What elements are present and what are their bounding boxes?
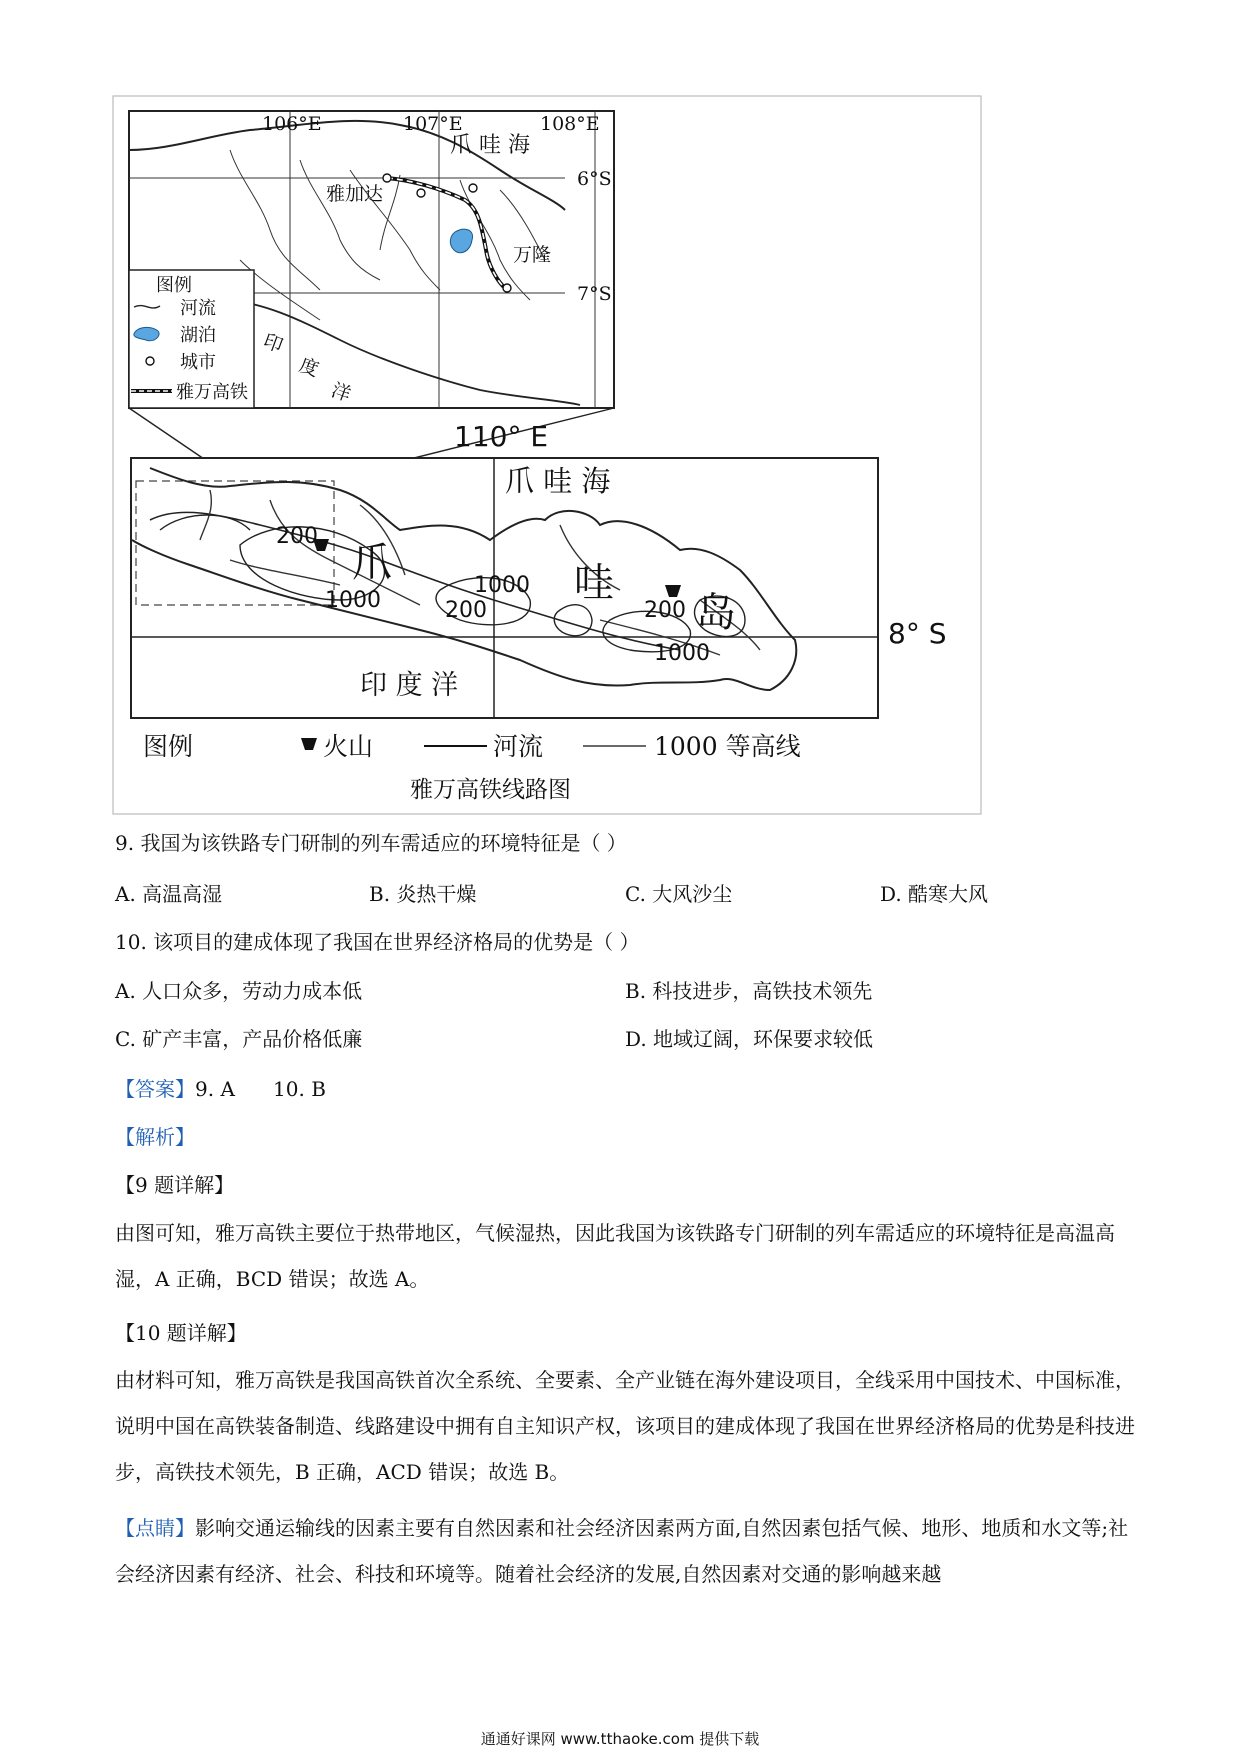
island-char-3: 岛 xyxy=(696,590,736,636)
inset-legend-city: 城市 xyxy=(180,352,216,373)
volcano-legend-icon xyxy=(301,738,317,750)
question-10-option-c: C. 矿产丰富，产品价格低廉 xyxy=(115,1027,363,1051)
contour-label: 200 xyxy=(445,598,487,623)
main-ocean-label: 印 度 洋 xyxy=(360,670,459,701)
question-10-option-d: D. 地域辽阔，环保要求较低 xyxy=(625,1027,874,1051)
inset-legend-river: 河流 xyxy=(180,298,216,319)
inset-ocean-char-1: 印 xyxy=(260,330,286,358)
lat-7-label: 7°S xyxy=(577,283,612,305)
footer-watermark: 通通好课网 www.tthaoke.com 提供下载 xyxy=(480,1730,760,1748)
answer-text: 9. A 10. B xyxy=(195,1077,326,1101)
answer-line xyxy=(115,1077,326,1101)
city-jakarta-label: 雅加达 xyxy=(326,183,384,205)
contour-label: 1000 xyxy=(474,573,530,598)
figure-caption: 雅万高铁线路图 xyxy=(410,777,571,803)
detail-10-text: 由材料可知，雅万高铁是我国高铁首次全系统、全要素、全产业链在海外建设项目，全线采用中国技术、中国标准，说明中国在高铁装备制造、线路建设中拥有自主知识产权，该项目的建成体现了我国在世界经济格局的优势是科技进步，高铁技术领先，B 正确，ACD 错误；故选 B。 xyxy=(115,1368,1135,1484)
main-sea-label: 爪 哇 海 xyxy=(505,464,611,498)
city-legend-icon xyxy=(146,357,154,365)
lon-106-label: 106°E xyxy=(262,113,322,135)
lon-108-label: 108°E xyxy=(540,113,600,135)
main-legend-title: 图例 xyxy=(143,732,194,761)
railway-map-figure xyxy=(0,0,1240,830)
question-9-stem: 9. 我国为该铁路专门研制的列车需适应的环境特征是（ ） xyxy=(115,831,627,855)
question-9-option-b: B. 炎热干燥 xyxy=(369,882,477,906)
island-char-2: 哇 xyxy=(574,560,614,606)
lon-110-label: 110° E xyxy=(454,420,549,453)
contour-label: 200 xyxy=(644,598,686,623)
inset-ocean-char-3: 洋 xyxy=(328,379,354,407)
question-10-option-a: A. 人口众多，劳动力成本低 xyxy=(115,979,363,1003)
lat-6-label: 6°S xyxy=(577,168,612,190)
city-bandung-label: 万隆 xyxy=(513,244,552,266)
question-9-option-d: D. 酷寒大风 xyxy=(880,882,989,906)
inset-ocean-char-2: 度 xyxy=(296,354,322,382)
question-10-option-b: B. 科技进步，高铁技术领先 xyxy=(625,979,873,1003)
lon-107-label: 107°E xyxy=(403,113,463,135)
inset-legend-title: 图例 xyxy=(156,275,192,296)
inset-legend-railway: 雅万高铁 xyxy=(176,382,248,403)
main-legend-volcano: 火山 xyxy=(323,732,374,761)
question-9-option-a: A. 高温高湿 xyxy=(115,882,223,906)
comment-text: 影响交通运输线的因素主要有自然因素和社会经济因素两方面,自然因素包括气候、地形、地质和水文等;社会经济因素有经济、社会、科技和环境等。随着社会经济的发展,自然因素对交通的影响越来越 xyxy=(115,1516,1129,1586)
island-char-1: 爪 xyxy=(352,540,392,586)
detail-10-heading: 【10 题详解】 xyxy=(115,1321,247,1345)
contour-label: 200 xyxy=(276,524,318,549)
comment-paragraph xyxy=(115,1505,1135,1597)
detail-9-text: 由图可知，雅万高铁主要位于热带地区，气候湿热，因此我国为该铁路专门研制的列车需适应的环境特征是高温高湿，A 正确，BCD 错误；故选 A。 xyxy=(115,1221,1115,1291)
question-9-option-c: C. 大风沙尘 xyxy=(625,882,733,906)
inset-sea-label: 爪 哇 海 xyxy=(450,133,530,158)
main-legend-contour: 1000 等高线 xyxy=(654,732,801,761)
main-map xyxy=(131,420,947,718)
detail-9-heading: 【9 题详解】 xyxy=(115,1173,235,1197)
inset-legend xyxy=(129,270,254,408)
comment-label: 【点睛】 xyxy=(115,1516,195,1540)
question-10-stem: 10. 该项目的建成体现了我国在世界经济格局的优势是（ ） xyxy=(115,930,640,954)
answer-label: 【答案】 xyxy=(115,1077,195,1101)
contour-label: 1000 xyxy=(654,641,710,666)
inset-map xyxy=(129,111,614,408)
inset-legend-lake: 湖泊 xyxy=(180,325,216,346)
analysis-label: 【解析】 xyxy=(115,1125,195,1149)
main-legend xyxy=(143,732,801,761)
contour-label: 1000 xyxy=(325,588,381,613)
main-legend-river: 河流 xyxy=(493,732,544,761)
lat-8-label: 8° S xyxy=(888,617,947,650)
